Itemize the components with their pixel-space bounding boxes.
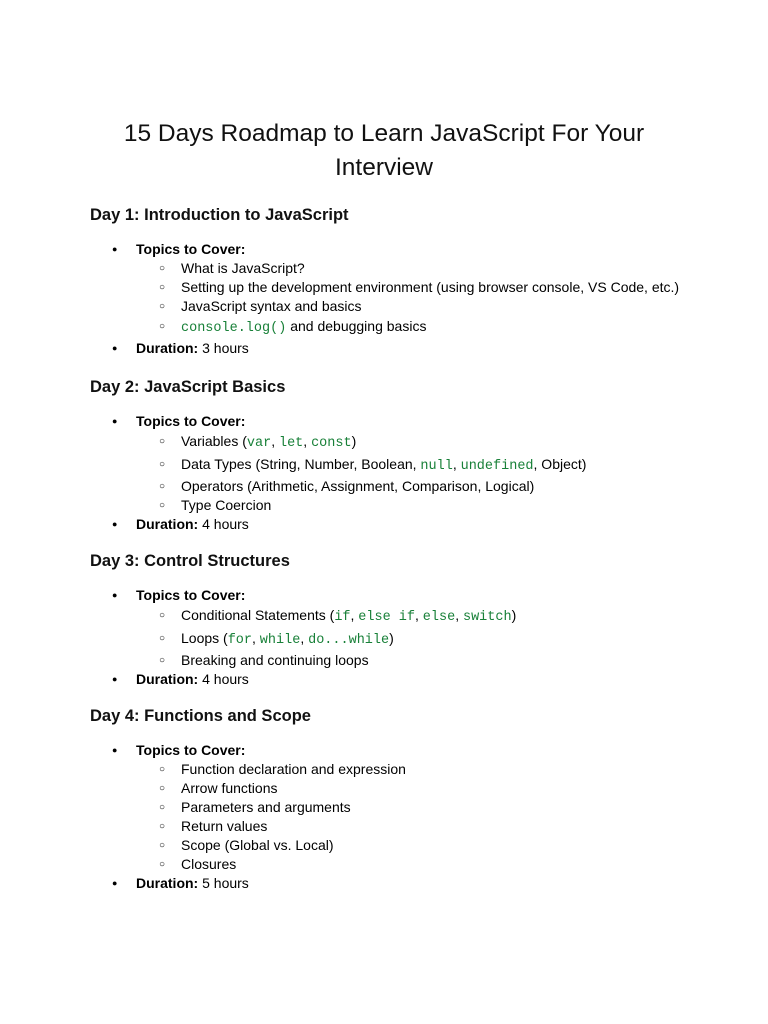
- code-snippet: const: [311, 436, 352, 451]
- topics-label: Topics to Cover:: [136, 413, 246, 429]
- topic-text: Return values: [181, 818, 268, 834]
- topic-text: JavaScript syntax and basics: [181, 298, 362, 314]
- topic-item: [136, 431, 730, 454]
- topic-text: ): [389, 630, 394, 646]
- topic-item: [136, 760, 730, 779]
- topic-item: [136, 477, 730, 496]
- page-title-line-2: Interview: [334, 154, 434, 181]
- code-snippet: else: [422, 610, 456, 625]
- topic-text: Scope (Global vs. Local): [181, 837, 334, 853]
- topic-text: What is JavaScript?: [181, 260, 305, 276]
- topics-list: [136, 760, 730, 874]
- topic-text: Function declaration and expression: [181, 761, 406, 777]
- code-snippet: while: [259, 633, 301, 648]
- topic-text: ,: [271, 433, 279, 449]
- page-title: [100, 117, 668, 185]
- code-snippet: console.log(): [181, 321, 287, 336]
- topic-text: Variables (: [181, 433, 247, 449]
- topic-text: Arrow functions: [181, 780, 278, 796]
- day-heading: Day 4: Functions and Scope: [90, 707, 311, 725]
- day-bullet-list: [90, 240, 730, 358]
- duration-label: Duration:: [136, 875, 199, 891]
- topic-item: [136, 297, 730, 316]
- code-snippet: undefined: [460, 459, 534, 474]
- day-bullet-list: [90, 741, 730, 893]
- topic-item: [136, 798, 730, 817]
- topic-text: Type Coercion: [181, 497, 272, 513]
- duration-value: 3 hours: [198, 340, 249, 356]
- topic-item: [136, 651, 730, 670]
- topic-text: Setting up the development environment (using browser console, VS Code, etc.): [181, 279, 680, 295]
- duration-label: Duration:: [136, 671, 199, 687]
- topic-text: ,: [415, 607, 423, 623]
- topics-bullet: [90, 240, 730, 339]
- topic-text: ,: [252, 630, 260, 646]
- topics-bullet: [90, 412, 730, 515]
- topic-item: [136, 855, 730, 874]
- duration-value: 4 hours: [198, 671, 249, 687]
- code-snippet: var: [246, 436, 272, 451]
- duration-value: 4 hours: [198, 516, 249, 532]
- day-bullet-list: [90, 586, 730, 689]
- topic-item: [136, 779, 730, 798]
- duration-bullet: [90, 670, 730, 689]
- topic-text: and debugging basics: [286, 318, 427, 334]
- duration-bullet: [90, 874, 730, 893]
- topic-item: [136, 278, 730, 297]
- topic-text: ): [511, 607, 517, 623]
- topic-text: Parameters and arguments: [181, 799, 351, 815]
- code-snippet: for: [227, 633, 253, 648]
- topic-item: [136, 496, 730, 515]
- day-bullet-list: [90, 412, 730, 534]
- duration-bullet: [90, 515, 730, 534]
- topic-item: [136, 454, 730, 477]
- code-snippet: if: [334, 610, 351, 625]
- topic-text: , Object): [533, 456, 587, 472]
- topic-item: [136, 628, 730, 651]
- topic-text: ,: [455, 607, 463, 623]
- topics-list: [136, 431, 730, 515]
- topic-item: [136, 316, 730, 339]
- topic-text: Loops (: [181, 630, 228, 646]
- topics-label: Topics to Cover:: [136, 587, 246, 603]
- duration-bullet: [90, 339, 730, 358]
- page-title-line-1: 15 Days Roadmap to Learn JavaScript For Your: [123, 120, 645, 147]
- duration-label: Duration:: [136, 340, 199, 356]
- code-snippet: let: [278, 436, 304, 451]
- topics-label: Topics to Cover:: [136, 241, 246, 257]
- day-heading: Day 2: JavaScript Basics: [90, 378, 286, 396]
- topics-bullet: [90, 741, 730, 874]
- topics-list: [136, 259, 730, 339]
- topic-text: ,: [350, 607, 359, 623]
- topic-text: Conditional Statements (: [181, 607, 335, 623]
- day-heading: Day 1: Introduction to JavaScript: [90, 206, 349, 224]
- day-1-section: [90, 205, 730, 358]
- duration-label: Duration:: [136, 516, 199, 532]
- topic-item: [136, 605, 730, 628]
- topic-item: [136, 259, 730, 278]
- duration-value: 5 hours: [198, 875, 249, 891]
- topic-text: ,: [452, 456, 461, 472]
- topics-list: [136, 605, 730, 670]
- topic-text: ,: [300, 630, 309, 646]
- topic-text: Closures: [181, 856, 237, 872]
- day-2-section: [90, 377, 730, 534]
- topic-text: Operators (Arithmetic, Assignment, Comparison, Logical): [181, 478, 535, 494]
- day-3-section: [90, 551, 730, 689]
- day-4-section: [90, 706, 730, 893]
- topic-item: [136, 836, 730, 855]
- topics-label: Topics to Cover:: [136, 742, 246, 758]
- code-snippet: null: [420, 459, 453, 474]
- topics-bullet: [90, 586, 730, 670]
- day-heading: Day 3: Control Structures: [90, 552, 290, 570]
- topic-text: ): [351, 433, 357, 449]
- topic-item: [136, 817, 730, 836]
- code-snippet: else if: [358, 610, 416, 625]
- topic-text: Data Types (String, Number, Boolean,: [181, 456, 421, 472]
- topic-text: Breaking and continuing loops: [181, 652, 369, 668]
- code-snippet: do...while: [308, 633, 390, 648]
- topic-text: ,: [303, 433, 312, 449]
- code-snippet: switch: [462, 610, 512, 625]
